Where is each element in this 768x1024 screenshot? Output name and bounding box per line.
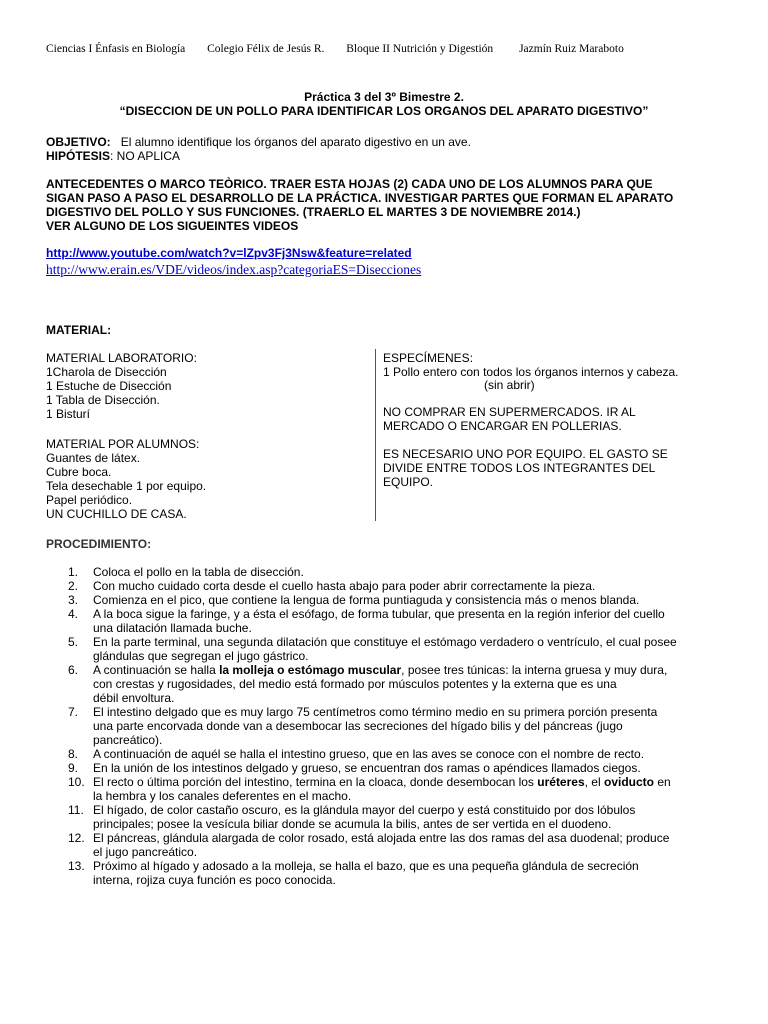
step-number: 7. <box>68 705 79 719</box>
procedure-heading: PROCEDIMIENTO: <box>46 537 152 551</box>
step-number: 9. <box>68 761 79 775</box>
objective-label: OBJETIVO: <box>46 135 111 149</box>
step-line: A continuación se halla la molleja o estómago muscular, posee tres túnicas: la interna gruesa y muy dura, <box>93 663 668 677</box>
student-item: Papel periódico. <box>46 493 133 507</box>
procedure-step <box>46 705 726 747</box>
procedure-step <box>46 859 726 887</box>
erain-link[interactable]: http://www.erain.es/VDE/videos/index.asp?categoriaES=Disecciones <box>46 262 422 277</box>
hypothesis-text: : NO APLICA <box>110 149 181 163</box>
step-line: Próximo al hígado y adosado a la molleja, se halla el bazo, que es una pequeña glándula de secreción <box>93 859 639 873</box>
lab-item: 1 Estuche de Disección <box>46 379 172 393</box>
note-line: EQUIPO. <box>383 475 434 489</box>
student-item: Cubre boca. <box>46 465 112 479</box>
step-number: 12. <box>68 831 85 845</box>
objective-text: El alumno identifique los órganos del aparato digestivo en un ave. <box>120 135 471 149</box>
step-line: Comienza en el pico, que contiene la lengua de forma puntiaguda y consistencia más o menos blanda. <box>93 593 640 607</box>
step-line: El hígado, de color castaño oscuro, es la glándula mayor del cuerpo y está constituido por dos lóbulos <box>93 803 636 817</box>
procedure-step <box>46 775 726 803</box>
procedure-step <box>46 803 726 831</box>
student-item: Guantes de látex. <box>46 451 141 465</box>
column-divider <box>375 349 376 521</box>
procedure-step <box>46 579 726 593</box>
background-line-4: VER ALGUNO DE LOS SIGUEINTES VIDEOS <box>46 219 299 233</box>
practice-subtitle: “DISECCION DE UN POLLO PARA IDENTIFICAR LOS ORGANOS DEL APARATO DIGESTIVO” <box>119 104 649 118</box>
procedure-step <box>46 663 726 705</box>
step-line: débil envoltura. <box>93 691 175 705</box>
lab-item: 1Charola de Disección <box>46 365 167 379</box>
hypothesis-line <box>46 149 180 163</box>
step-number: 3. <box>68 593 79 607</box>
header-course: Ciencias I Énfasis en Biología <box>46 43 186 55</box>
specimens-line: (sin abrir) <box>484 378 535 392</box>
step-line: A continuación de aquél se halla el intestino grueso, que en las aves se conoce con el nombre de recto. <box>93 747 645 761</box>
step-line: interna, rojiza cuya función es poco conocida. <box>93 873 336 887</box>
step-line: con crestas y rugosidades, del medio está formado por músculos potentes y la externa que es una <box>93 677 617 691</box>
warning-line: NO COMPRAR EN SUPERMERCADOS. IR AL <box>383 405 636 419</box>
step-line: una dilatación llamada buche. <box>93 621 252 635</box>
background-line-1: ANTECEDENTES O MARCO TEÒRICO. TRAER ESTA HOJAS (2) CADA UNO DE LOS ALUMNOS PARA QUE <box>46 177 653 191</box>
step-number: 8. <box>68 747 79 761</box>
procedure-step <box>46 831 726 859</box>
step-line: En la unión de los intestinos delgado y grueso, se encuentran dos ramas o apéndices llamados ciegos. <box>93 761 641 775</box>
step-line: el jugo pancreático. <box>93 845 198 859</box>
step-number: 13. <box>68 859 85 873</box>
step-line: principales; posee la vesícula biliar donde se acumula la bilis, antes de ser vertida en el duodeno. <box>93 817 612 831</box>
document-header <box>46 43 624 55</box>
step-line: una parte encorvada donde van a desembocar las secreciones del hígado bilis y del páncreas (jugo <box>93 719 623 733</box>
step-number: 5. <box>68 635 79 649</box>
background-line-3: DIGESTIVO DEL POLLO Y SUS FUNCIONES. (TRAERLO EL MARTES 3 DE NOVIEMBRE 2014.) <box>46 205 581 219</box>
specimens-heading: ESPECÍMENES: <box>383 351 474 365</box>
step-line: la hembra y los canales deferentes en el macho. <box>93 789 352 803</box>
step-line: Coloca el pollo en la tabla de disección. <box>93 565 304 579</box>
specimens-line: 1 Pollo entero con todos los órganos internos y cabeza. <box>383 365 679 379</box>
procedure-step <box>46 593 726 607</box>
student-item: Tela desechable 1 por equipo. <box>46 479 207 493</box>
step-line: A la boca sigue la faringe, y a ésta el esófago, de forma tubular, que presenta en la región inferior del cuello <box>93 607 665 621</box>
procedure-step <box>46 607 726 635</box>
practice-title: Práctica 3 del 3º Bimestre 2. <box>304 90 464 104</box>
lab-item: 1 Bisturí <box>46 407 91 421</box>
step-line: pancreático). <box>93 733 163 747</box>
step-line: El páncreas, glándula alargada de color rosado, está alojada entre las dos ramas del asa duodenal; produce <box>93 831 670 845</box>
step-number: 1. <box>68 565 79 579</box>
step-number: 6. <box>68 663 79 677</box>
header-block: Bloque II Nutrición y Digestión <box>346 43 494 55</box>
header-school: Colegio Félix de Jesús R. <box>207 43 325 55</box>
step-line: Con mucho cuidado corta desde el cuello hasta abajo para poder abrir correctamente la pieza. <box>93 579 596 593</box>
student-item: UN CUCHILLO DE CASA. <box>46 507 187 521</box>
objective-line <box>46 135 471 149</box>
procedure-step <box>46 761 726 775</box>
step-number: 11. <box>68 803 84 817</box>
step-number: 2. <box>68 579 79 593</box>
note-line: DIVIDE ENTRE TODOS LOS INTEGRANTES DEL <box>383 461 656 475</box>
lab-material-heading: MATERIAL LABORATORIO: <box>46 351 197 365</box>
background-line-2: SIGAN PASO A PASO EL DESARROLLO DE LA PRÁCTICA. INVESTIGAR PARTES QUE FORMAN EL APARATO <box>46 191 674 205</box>
lab-item: 1 Tabla de Disección. <box>46 393 160 407</box>
header-author: Jazmín Ruiz Maraboto <box>519 43 624 55</box>
step-number: 10. <box>68 775 85 789</box>
step-line: glándulas que segregan el jugo gástrico. <box>93 649 309 663</box>
procedure-list <box>46 565 726 887</box>
warning-line: MERCADO O ENCARGAR EN POLLERIAS. <box>383 419 622 433</box>
note-line: ES NECESARIO UNO POR EQUIPO. EL GASTO SE <box>383 447 668 461</box>
youtube-link[interactable]: http://www.youtube.com/watch?v=lZpv3Fj3Nsw&feature=related <box>46 246 412 260</box>
step-line: El intestino delgado que es muy largo 75 centímetros como término medio en su primera porción presenta <box>93 705 658 719</box>
step-line: En la parte terminal, una segunda dilatación que constituye el estómago verdadero o ventrículo, el cual posee <box>93 635 677 649</box>
step-line: El recto o última porción del intestino, termina en la cloaca, donde desembocan los uréteres, el oviducto en <box>93 775 671 789</box>
procedure-step <box>46 635 726 663</box>
step-number: 4. <box>68 607 79 621</box>
student-material-heading: MATERIAL POR ALUMNOS: <box>46 437 200 451</box>
hypothesis-label: HIPÓTESIS <box>46 149 111 163</box>
procedure-step <box>46 565 726 579</box>
procedure-step <box>46 747 726 761</box>
material-heading: MATERIAL: <box>46 323 112 337</box>
